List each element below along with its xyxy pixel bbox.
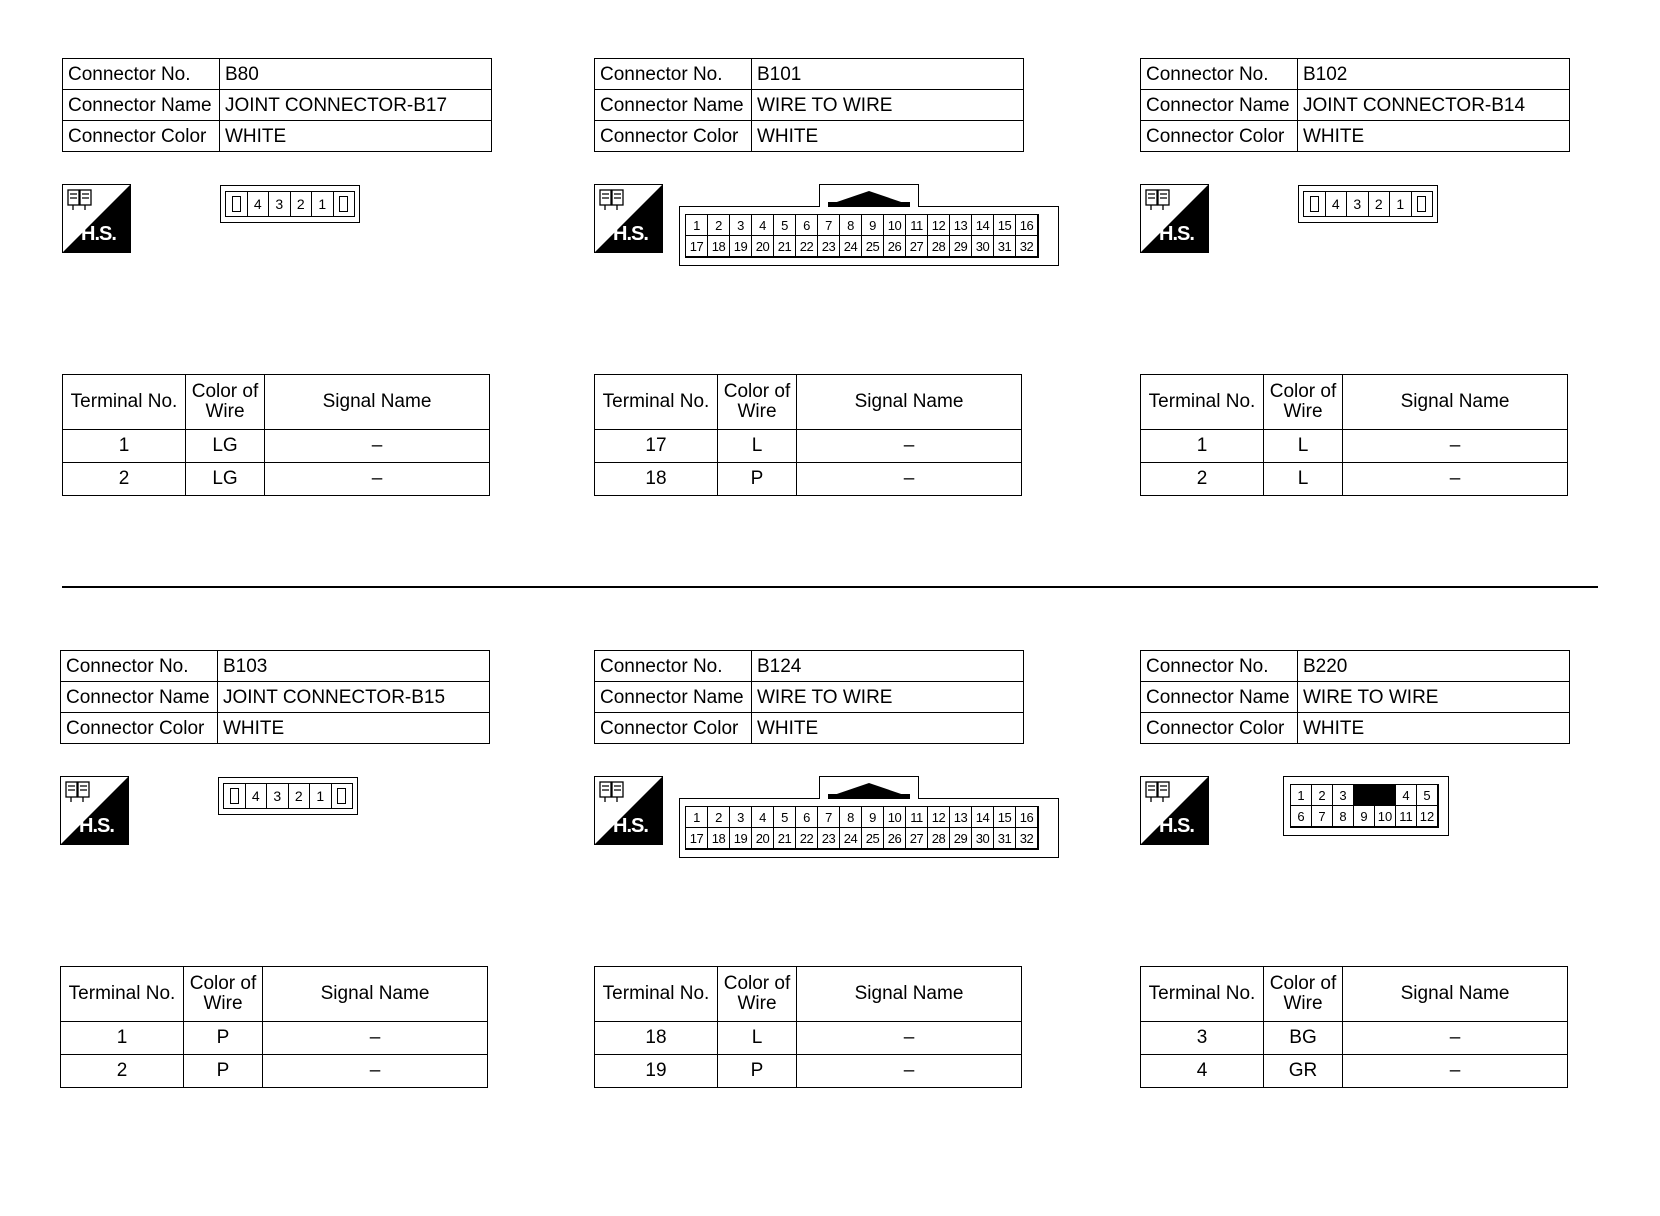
wire-color-cell: P: [184, 1055, 263, 1088]
table-row: [595, 430, 1022, 463]
connector-no-value: B124: [752, 651, 1024, 682]
connector-lock-slot: [1304, 192, 1326, 216]
connector-color-value: WHITE: [1298, 121, 1570, 152]
connector-no-label: Connector No.: [63, 59, 220, 90]
pin-label: 32: [1016, 828, 1038, 849]
color-of-wire-header-line2: Wire: [1283, 993, 1323, 1014]
color-of-wire-header-line1: Color of: [1269, 381, 1337, 403]
pin-label: 20: [752, 236, 774, 257]
harness-side-icon: [594, 184, 663, 253]
table-row: [595, 1055, 1022, 1088]
table-row: [595, 1022, 1022, 1055]
connector-block-b124: [594, 650, 1034, 1082]
hs-label: H.S.: [613, 815, 648, 837]
connector-block-b102: [1140, 58, 1570, 490]
wire-color-cell: LG: [186, 463, 265, 496]
connector-name-value: JOINT CONNECTOR-B15: [218, 682, 490, 713]
connector-name-value: WIRE TO WIRE: [752, 90, 1024, 121]
connector-name-label: Connector Name: [63, 90, 220, 121]
connector-name-value: WIRE TO WIRE: [1298, 682, 1570, 713]
color-of-wire-header-line1: Color of: [723, 381, 791, 403]
pin-label: 19: [730, 828, 752, 849]
terminal-table: [1140, 374, 1568, 496]
pin-label: 26: [884, 236, 906, 257]
pin-label: 1: [686, 215, 708, 236]
color-of-wire-header: [718, 375, 797, 430]
connector-color-label: Connector Color: [1141, 121, 1298, 152]
wire-color-cell: L: [718, 1022, 797, 1055]
signal-name-cell: –: [1343, 1055, 1568, 1088]
harness-side-icon: [1140, 776, 1209, 845]
signal-name-cell: –: [1343, 1022, 1568, 1055]
terminal-no-cell: 3: [1141, 1022, 1264, 1055]
pin-label: 4: [1326, 192, 1348, 216]
pin-label: 31: [994, 236, 1016, 257]
terminal-no-header: Terminal No.: [595, 967, 718, 1022]
table-row: [1141, 463, 1568, 496]
pin-label: 3: [1347, 192, 1369, 216]
pin-label: 3: [267, 784, 289, 808]
connector-info-table: [60, 650, 490, 744]
connector-color-label: Connector Color: [63, 121, 220, 152]
pin-label: 2: [291, 192, 313, 216]
pin-label: 5: [774, 215, 796, 236]
pin-label: 19: [730, 236, 752, 257]
terminal-table: [1140, 966, 1568, 1088]
color-of-wire-header-line2: Wire: [737, 993, 777, 1014]
connector-block-b101: [594, 58, 1034, 490]
signal-name-cell: –: [263, 1022, 488, 1055]
connector-color-value: WHITE: [752, 713, 1024, 744]
terminal-no-cell: 4: [1141, 1055, 1264, 1088]
pin-label: 2: [289, 784, 311, 808]
hs-label: H.S.: [613, 223, 648, 245]
pin-label: 8: [840, 215, 862, 236]
connector-no-label: Connector No.: [595, 59, 752, 90]
terminal-no-cell: 2: [61, 1055, 184, 1088]
connector-color-value: WHITE: [1298, 713, 1570, 744]
signal-name-cell: –: [797, 1055, 1022, 1088]
connector-block-b103: [60, 650, 490, 1082]
connector-no-value: B80: [220, 59, 492, 90]
pin-label: 7: [818, 215, 840, 236]
pin-label: 25: [862, 236, 884, 257]
terminal-no-cell: 17: [595, 430, 718, 463]
section-divider: [62, 586, 1598, 588]
signal-name-header: Signal Name: [1343, 375, 1568, 430]
pin-label: 28: [928, 828, 950, 849]
connector-no-value: B103: [218, 651, 490, 682]
pin-label: 1: [1390, 192, 1412, 216]
wire-color-cell: L: [718, 430, 797, 463]
table-row: [1141, 1022, 1568, 1055]
connector-info-table: [1140, 58, 1570, 152]
terminal-no-header: Terminal No.: [595, 375, 718, 430]
pin-label: 23: [818, 236, 840, 257]
signal-name-header: Signal Name: [1343, 967, 1568, 1022]
pin-label: 3: [730, 807, 752, 828]
pin-label: 11: [1396, 806, 1417, 827]
pin-label: 7: [818, 807, 840, 828]
pin-label: 6: [796, 215, 818, 236]
terminal-no-header: Terminal No.: [63, 375, 186, 430]
wire-color-cell: LG: [186, 430, 265, 463]
connector-no-label: Connector No.: [1141, 59, 1298, 90]
pin-label: 16: [1016, 215, 1038, 236]
pin-label: 14: [972, 807, 994, 828]
connector-color-value: WHITE: [218, 713, 490, 744]
pin-label: 4: [752, 215, 774, 236]
table-row: [1141, 1055, 1568, 1088]
connector-latch-tab: [819, 776, 919, 799]
terminal-table: [594, 374, 1022, 496]
connector-name-label: Connector Name: [1141, 90, 1298, 121]
pin-label: 22: [796, 828, 818, 849]
hs-label: H.S.: [1159, 223, 1194, 245]
connector-face-diagram: [1298, 185, 1438, 223]
pin-label: 12: [928, 215, 950, 236]
pin-label: 29: [950, 828, 972, 849]
connector-info-table: [62, 58, 492, 152]
pin-label: 11: [906, 215, 928, 236]
terminal-no-cell: 1: [1141, 430, 1264, 463]
pin-label: 16: [1016, 807, 1038, 828]
connector-name-value: JOINT CONNECTOR-B14: [1298, 90, 1570, 121]
pin-label: 2: [708, 807, 730, 828]
color-of-wire-header: [1264, 375, 1343, 430]
pin-label: 2: [1312, 785, 1333, 806]
connector-no-label: Connector No.: [595, 651, 752, 682]
connector-latch-tab: [819, 184, 919, 207]
pin-label: 27: [906, 828, 928, 849]
pin-label: 8: [840, 807, 862, 828]
signal-name-cell: –: [265, 463, 490, 496]
connector-name-value: JOINT CONNECTOR-B17: [220, 90, 492, 121]
connector-name-label: Connector Name: [595, 90, 752, 121]
color-of-wire-header-line1: Color of: [191, 381, 259, 403]
color-of-wire-header-line1: Color of: [189, 973, 257, 995]
pin-label: 6: [796, 807, 818, 828]
pin-label: 11: [906, 807, 928, 828]
connector-color-label: Connector Color: [1141, 713, 1298, 744]
pin-label: 32: [1016, 236, 1038, 257]
pin-label: 4: [248, 192, 270, 216]
signal-name-header: Signal Name: [797, 375, 1022, 430]
pin-label: 13: [950, 807, 972, 828]
pin-label: 17: [686, 236, 708, 257]
pin-label: 31: [994, 828, 1016, 849]
terminal-no-header: Terminal No.: [1141, 967, 1264, 1022]
pin-label: 27: [906, 236, 928, 257]
connector-key-block: [1354, 785, 1396, 806]
signal-name-cell: –: [797, 1022, 1022, 1055]
connector-name-label: Connector Name: [1141, 682, 1298, 713]
pin-label: 28: [928, 236, 950, 257]
pin-label: 9: [862, 215, 884, 236]
signal-name-header: Signal Name: [797, 967, 1022, 1022]
pin-label: 30: [972, 236, 994, 257]
pin-label: 5: [774, 807, 796, 828]
connector-face-diagram: [220, 185, 360, 223]
signal-name-cell: –: [263, 1055, 488, 1088]
connector-lock-slot: [224, 784, 246, 808]
signal-name-cell: –: [797, 463, 1022, 496]
table-row: [63, 430, 490, 463]
pin-label: 7: [1312, 806, 1333, 827]
harness-side-icon: [60, 776, 129, 845]
terminal-no-header: Terminal No.: [1141, 375, 1264, 430]
table-row: [63, 463, 490, 496]
pin-label: 15: [994, 215, 1016, 236]
harness-side-icon: [594, 776, 663, 845]
connector-no-value: B102: [1298, 59, 1570, 90]
color-of-wire-header-line2: Wire: [737, 401, 777, 422]
pin-label: 2: [708, 215, 730, 236]
connector-info-table: [1140, 650, 1570, 744]
pin-label: 3: [269, 192, 291, 216]
pin-label: 4: [752, 807, 774, 828]
terminal-no-cell: 1: [63, 430, 186, 463]
terminal-no-header: Terminal No.: [61, 967, 184, 1022]
connector-block-b80: [62, 58, 492, 490]
connector-face-diagram: [218, 777, 358, 815]
connector-lock-slot: [226, 192, 248, 216]
pin-label: 18: [708, 828, 730, 849]
terminal-no-cell: 18: [595, 1022, 718, 1055]
table-row: [61, 1022, 488, 1055]
pin-label: 13: [950, 215, 972, 236]
terminal-no-cell: 2: [63, 463, 186, 496]
hs-label: H.S.: [79, 815, 114, 837]
connector-color-label: Connector Color: [595, 713, 752, 744]
color-of-wire-header-line2: Wire: [1283, 401, 1323, 422]
connector-color-label: Connector Color: [595, 121, 752, 152]
pin-label: 18: [708, 236, 730, 257]
connector-no-label: Connector No.: [1141, 651, 1298, 682]
signal-name-cell: –: [1343, 463, 1568, 496]
pin-label: 24: [840, 236, 862, 257]
pin-label: 3: [730, 215, 752, 236]
pin-label: 24: [840, 828, 862, 849]
pin-label: 21: [774, 236, 796, 257]
harness-side-icon: [1140, 184, 1209, 253]
pin-label: 14: [972, 215, 994, 236]
pin-label: 23: [818, 828, 840, 849]
connector-lock-slot: [334, 192, 355, 216]
pin-label: 1: [686, 807, 708, 828]
connector-no-value: B220: [1298, 651, 1570, 682]
color-of-wire-header-line2: Wire: [205, 401, 245, 422]
wire-color-cell: L: [1264, 463, 1343, 496]
color-of-wire-header: [1264, 967, 1343, 1022]
connector-no-value: B101: [752, 59, 1024, 90]
color-of-wire-header-line1: Color of: [1269, 973, 1337, 995]
pin-label: 21: [774, 828, 796, 849]
pin-label: 25: [862, 828, 884, 849]
connector-color-label: Connector Color: [61, 713, 218, 744]
pin-label: 1: [312, 192, 334, 216]
color-of-wire-header-line2: Wire: [203, 993, 243, 1014]
terminal-no-cell: 19: [595, 1055, 718, 1088]
terminal-no-cell: 2: [1141, 463, 1264, 496]
wire-color-cell: L: [1264, 430, 1343, 463]
connector-face-diagram: [1283, 776, 1449, 836]
connector-no-label: Connector No.: [61, 651, 218, 682]
terminal-no-cell: 18: [595, 463, 718, 496]
signal-name-cell: –: [797, 430, 1022, 463]
wire-color-cell: P: [718, 1055, 797, 1088]
color-of-wire-header-line1: Color of: [723, 973, 791, 995]
connector-face-diagram: [679, 184, 1059, 266]
terminal-table: [60, 966, 488, 1088]
pin-label: 4: [246, 784, 268, 808]
pin-label: 15: [994, 807, 1016, 828]
wire-color-cell: P: [718, 463, 797, 496]
table-row: [61, 1055, 488, 1088]
pin-label: 26: [884, 828, 906, 849]
connector-name-value: WIRE TO WIRE: [752, 682, 1024, 713]
pin-label: 9: [862, 807, 884, 828]
wire-color-cell: P: [184, 1022, 263, 1055]
pin-label: 5: [1417, 785, 1438, 806]
pin-label: 17: [686, 828, 708, 849]
pin-label: 20: [752, 828, 774, 849]
pin-label: 22: [796, 236, 818, 257]
signal-name-header: Signal Name: [263, 967, 488, 1022]
color-of-wire-header: [186, 375, 265, 430]
harness-side-icon: [62, 184, 131, 253]
terminal-table: [594, 966, 1022, 1088]
pin-label: 10: [884, 215, 906, 236]
pin-label: 8: [1333, 806, 1354, 827]
color-of-wire-header: [184, 967, 263, 1022]
connector-name-label: Connector Name: [595, 682, 752, 713]
signal-name-cell: –: [1343, 430, 1568, 463]
pin-label: 29: [950, 236, 972, 257]
wire-color-cell: BG: [1264, 1022, 1343, 1055]
pin-label: 3: [1333, 785, 1354, 806]
connector-lock-slot: [332, 784, 353, 808]
table-row: [1141, 430, 1568, 463]
hs-label: H.S.: [81, 223, 116, 245]
pin-label: 1: [310, 784, 332, 808]
connector-info-table: [594, 650, 1024, 744]
hs-label: H.S.: [1159, 815, 1194, 837]
color-of-wire-header: [718, 967, 797, 1022]
table-row: [595, 463, 1022, 496]
signal-name-header: Signal Name: [265, 375, 490, 430]
connector-block-b220: [1140, 650, 1570, 1082]
wire-color-cell: GR: [1264, 1055, 1343, 1088]
terminal-table: [62, 374, 490, 496]
connector-color-value: WHITE: [752, 121, 1024, 152]
pin-label: 9: [1354, 806, 1375, 827]
pin-label: 10: [884, 807, 906, 828]
terminal-no-cell: 1: [61, 1022, 184, 1055]
pin-label: 6: [1291, 806, 1312, 827]
signal-name-cell: –: [265, 430, 490, 463]
pin-label: 1: [1291, 785, 1312, 806]
pin-label: 10: [1375, 806, 1396, 827]
connector-name-label: Connector Name: [61, 682, 218, 713]
pin-label: 4: [1396, 785, 1417, 806]
pin-label: 12: [928, 807, 950, 828]
connector-color-value: WHITE: [220, 121, 492, 152]
connector-info-table: [594, 58, 1024, 152]
pin-label: 2: [1369, 192, 1391, 216]
connector-lock-slot: [1412, 192, 1433, 216]
pin-label: 12: [1417, 806, 1438, 827]
pin-label: 30: [972, 828, 994, 849]
connector-face-diagram: [679, 776, 1059, 858]
